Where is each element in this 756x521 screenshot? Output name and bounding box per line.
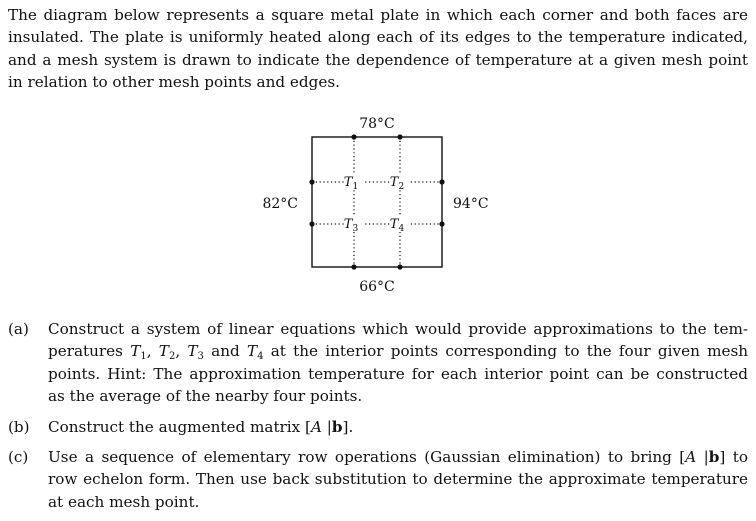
question-list <box>8 318 748 521</box>
question-c-line-2: row echelon form. Then use back substitution to determine the approximate temperature <box>48 470 748 489</box>
top-edge-temp: 78°C <box>359 116 395 132</box>
left-edge-temp: 82°C <box>262 196 298 212</box>
symbol-t1: $T_1$ <box>130 342 147 363</box>
boundary-mesh-points <box>309 134 444 269</box>
mesh-point-bottom-1 <box>351 264 356 269</box>
right-edge-temp: 94°C <box>453 196 489 212</box>
question-c-label: (c) <box>8 448 29 467</box>
question-a-line-2: peratures $T_1$, $T_2$, $T_3$ and $T_4$ at the interior points corresponding to the four given mesh <box>48 342 749 363</box>
bottom-edge-temp: 66°C <box>359 279 395 295</box>
question-a-text <box>48 318 748 408</box>
question-c-line-1: Use a sequence of elementary row operations (Gaussian elimination) to bring [A |b] to <box>48 448 748 467</box>
mesh-point-top-2 <box>397 134 402 139</box>
symbol-t3: $T_3$ <box>187 342 204 363</box>
interior-point-t3: $T_3$ <box>343 217 359 234</box>
mesh-point-right-2 <box>439 221 444 226</box>
intro-line-3: and a mesh system is drawn to indicate the dependence of temperature at a given mesh point <box>8 50 748 69</box>
question-c-text <box>48 446 748 513</box>
mesh-point-top-1 <box>351 134 356 139</box>
question-b-label: (b) <box>8 417 30 436</box>
question-a-label: (a) <box>8 320 29 338</box>
question-a <box>8 318 748 408</box>
problem-intro <box>8 4 748 94</box>
question-b-text <box>48 416 748 438</box>
question-b <box>8 416 748 438</box>
question-a-line-3: points. Hint: The approximation temperature for each interior point can be constructed <box>48 364 748 383</box>
mesh-lines <box>312 137 442 267</box>
question-c-line-3: at each mesh point. <box>48 492 200 511</box>
mesh-point-bottom-2 <box>397 264 402 269</box>
plate-square <box>312 137 442 267</box>
mesh-point-left-2 <box>309 221 314 226</box>
intro-line-2: insulated. The plate is uniformly heated along each of its edges to the temperature indicated, <box>8 28 748 47</box>
symbol-t4: $T_4$ <box>246 342 264 363</box>
intro-line-4: in relation to other mesh points and edges. <box>8 73 340 92</box>
mesh-point-right-1 <box>439 179 444 184</box>
symbol-t2: $T_2$ <box>158 342 176 363</box>
interior-point-t2: $T_2$ <box>389 175 405 192</box>
question-a-line-4: as the average of the nearby four points. <box>48 387 363 406</box>
plate-mesh-svg <box>240 110 520 300</box>
mesh-point-left-1 <box>309 179 314 184</box>
question-b-line-1: Construct the augmented matrix [A |b]. <box>48 417 354 436</box>
plate-mesh-diagram <box>240 110 520 300</box>
intro-line-1: The diagram below represents a square metal plate in which each corner and both faces are <box>8 6 748 24</box>
interior-point-t4: $T_4$ <box>389 217 405 234</box>
interior-point-t1: $T_1$ <box>343 175 359 192</box>
question-c <box>8 446 748 513</box>
question-a-line-1: Construct a system of linear equations which would provide approximations to the tem- <box>48 320 748 338</box>
